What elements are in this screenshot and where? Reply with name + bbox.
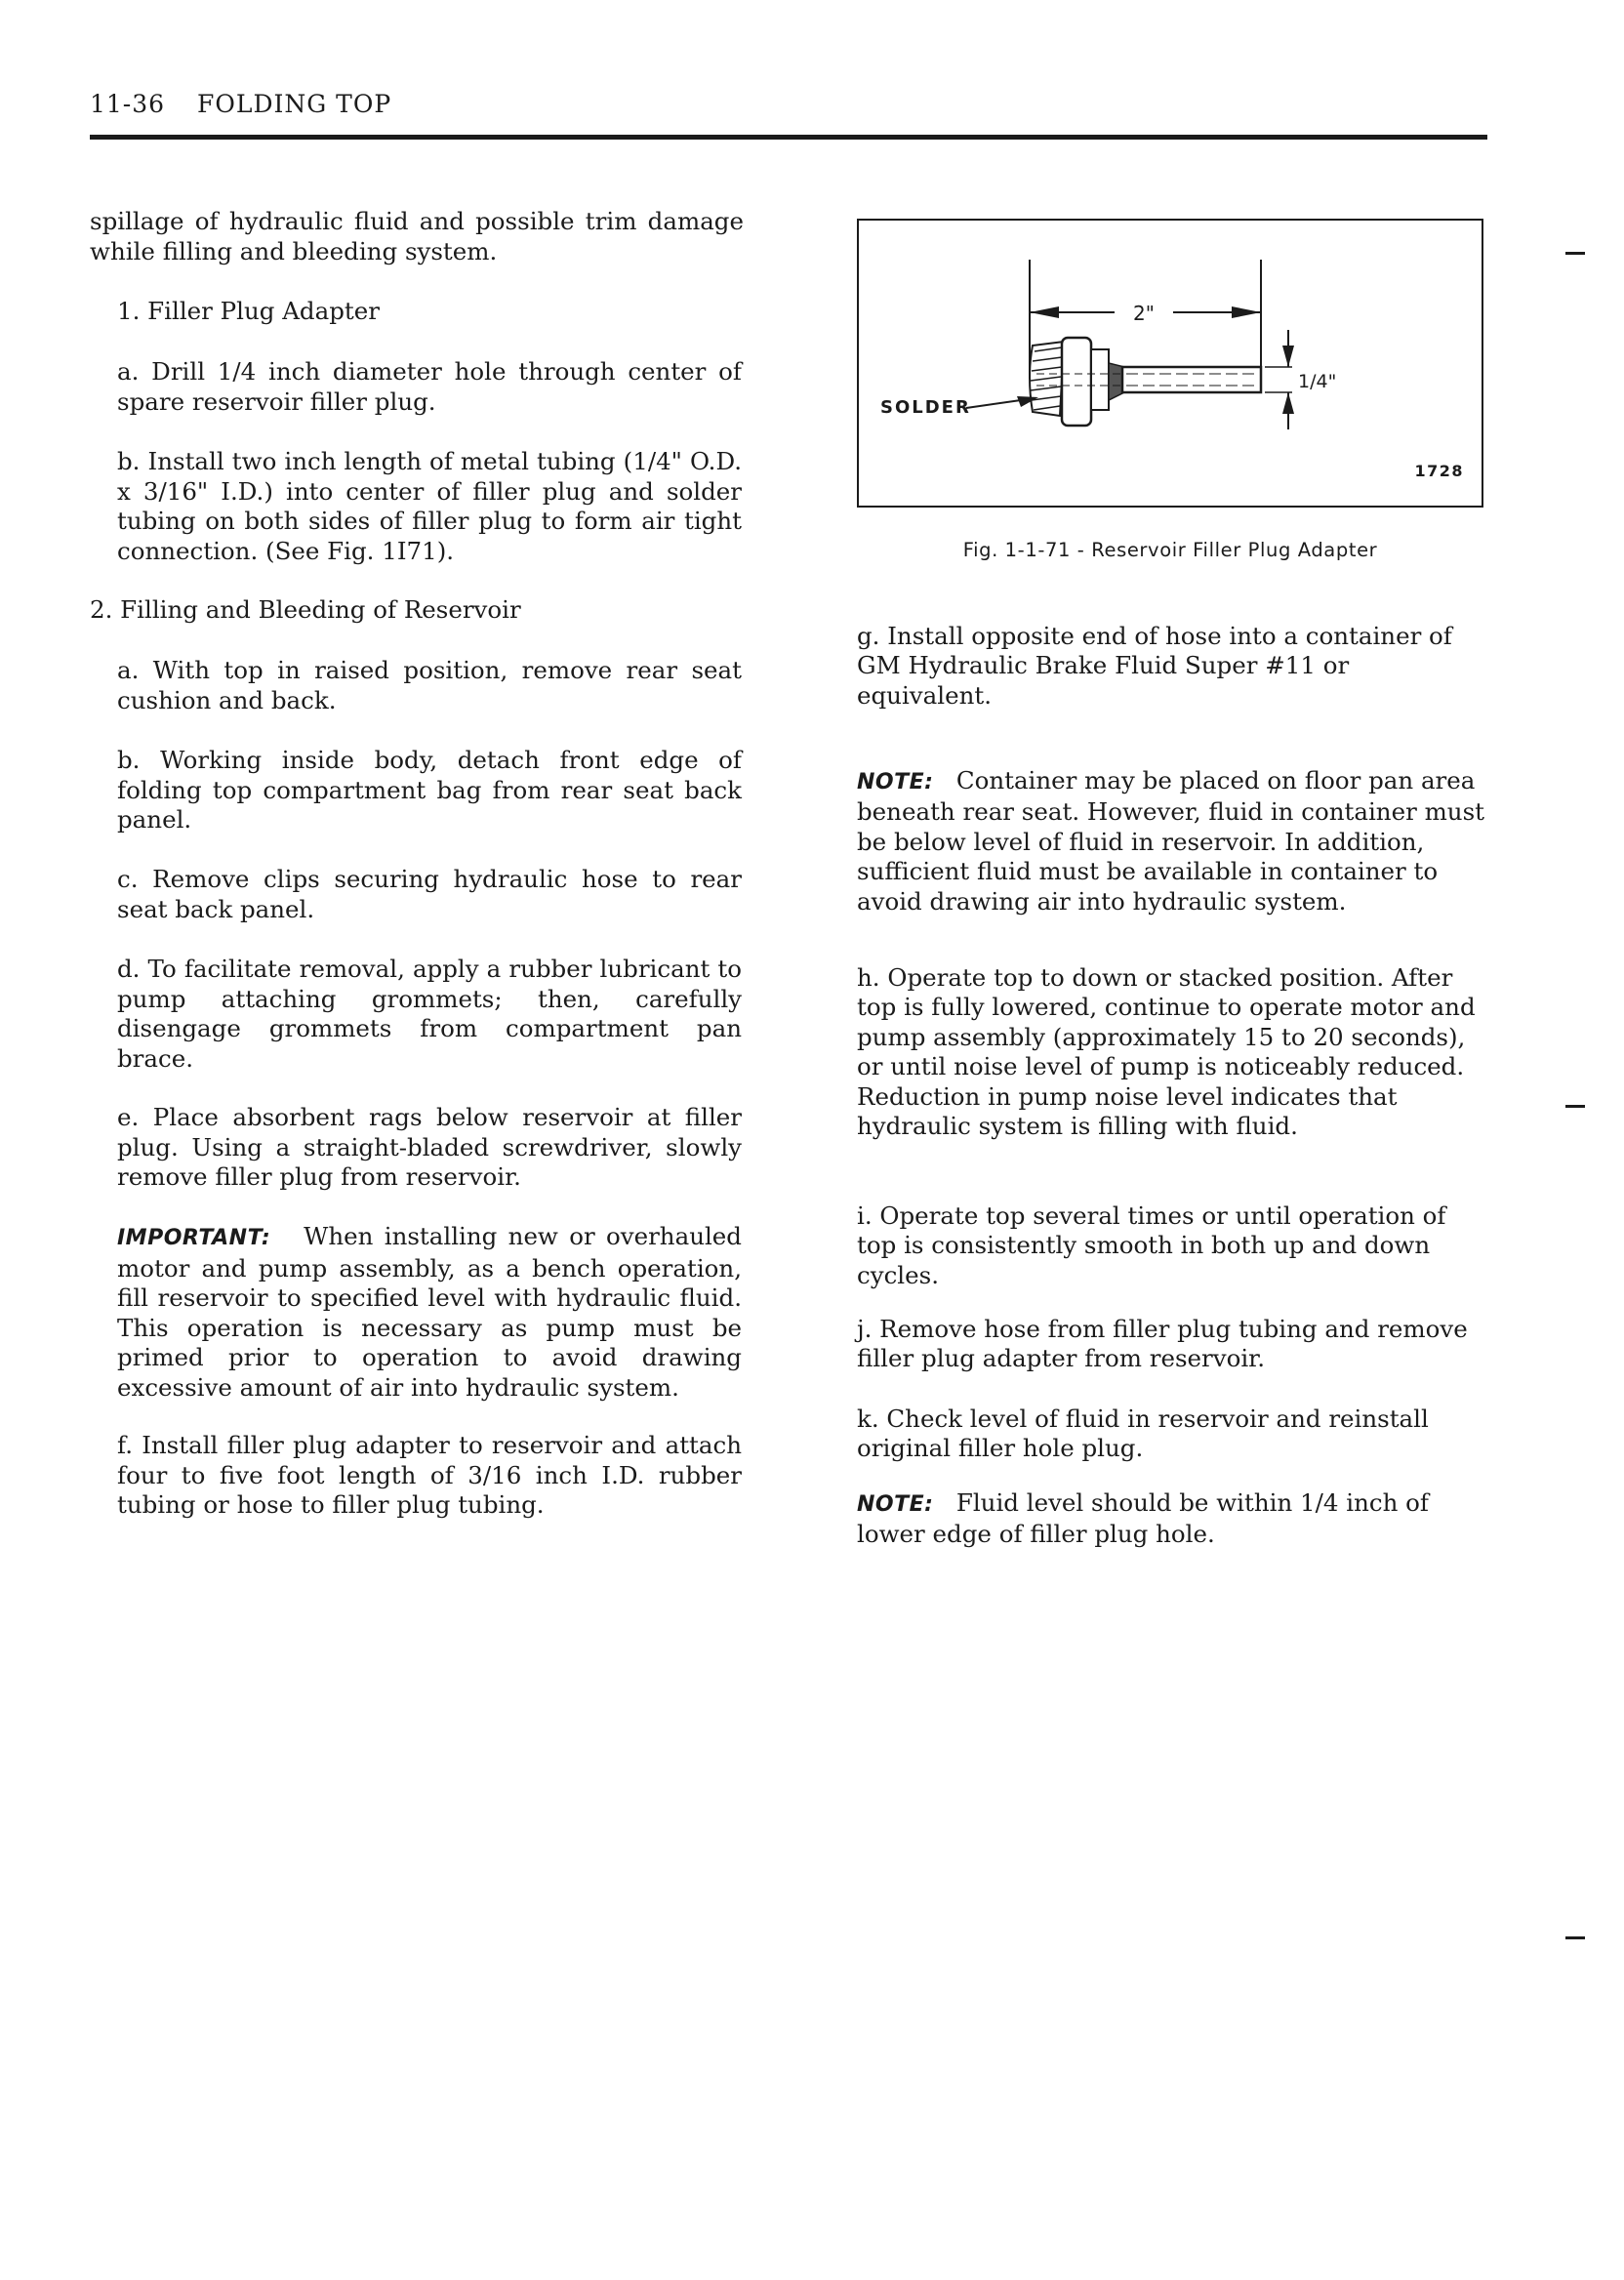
plug-flange bbox=[1062, 338, 1091, 426]
important-note bbox=[117, 1222, 742, 1403]
metal-tube bbox=[1122, 367, 1261, 392]
page-header bbox=[90, 90, 391, 118]
filler-plug-adapter-diagram bbox=[859, 221, 1485, 509]
step-2c: c. Remove clips securing hydraulic hose to rear seat back panel. bbox=[117, 865, 742, 923]
dia-arrow-down bbox=[1282, 346, 1294, 367]
margin-mark bbox=[1565, 252, 1585, 255]
step-2e: e. Place absorbent rags below reservoir at filler plug. Using a straight-bladed screwdriver, slowly remove filler plug from reservoir. bbox=[117, 1103, 742, 1191]
margin-mark bbox=[1565, 1936, 1585, 1939]
section-1-heading: 1. Filler Plug Adapter bbox=[117, 297, 380, 325]
intro-paragraph: spillage of hydraulic fluid and possible trim damage while filling and bleeding system. bbox=[90, 207, 744, 265]
note-text: Container may be placed on floor pan area beneath rear seat. However, fluid in container must be below level of fluid in reservoir. In addition, sufficient fluid must be available in container to avoid drawing air into hydraulic system. bbox=[857, 765, 1484, 916]
note-label-2: NOTE: bbox=[857, 1491, 934, 1517]
important-label: IMPORTANT: bbox=[117, 1226, 271, 1250]
solder-label: SOLDER bbox=[880, 397, 971, 418]
figure-id: 1728 bbox=[1414, 462, 1464, 480]
step-2b: b. Working inside body, detach front edge of folding top compartment bag from rear seat back panel. bbox=[117, 746, 742, 834]
header-rule bbox=[90, 135, 1487, 140]
dim-diameter-label: 1/4" bbox=[1298, 371, 1337, 392]
arrowhead-right bbox=[1232, 306, 1261, 318]
section-2-heading: 2. Filling and Bleeding of Reservoir bbox=[90, 595, 521, 624]
note-text-2: Fluid level should be within 1/4 inch of lower edge of filler plug hole. bbox=[857, 1487, 1429, 1548]
step-2f: f. Install filler plug adapter to reservoir and attach four to five foot length of 3/16 inch I.D. rubber tubing or hose to filler plug tubing. bbox=[117, 1431, 742, 1519]
step-1a: a. Drill 1/4 inch diameter hole through center of spare reservoir filler plug. bbox=[117, 357, 742, 416]
step-2g: g. Install opposite end of hose into a container of GM Hydraulic Brake Fluid Super #11 or equivalent. bbox=[857, 621, 1452, 710]
arrowhead-left bbox=[1030, 306, 1059, 318]
note-label: NOTE: bbox=[857, 769, 934, 794]
page-number: 11-36 bbox=[90, 90, 166, 118]
figure-box bbox=[857, 219, 1483, 508]
section-title: FOLDING TOP bbox=[197, 90, 392, 118]
important-text: When installing new or overhauled motor and pump assembly, as a bench operation, fill reservoir to specified level with hydraulic fluid. This operation is necessary as pump must be primed prior to operation to avoid drawing excessive amount of air into hydraulic system. bbox=[117, 1222, 742, 1402]
step-2a: a. With top in raised position, remove rear seat cushion and back. bbox=[117, 656, 742, 714]
dia-arrow-up bbox=[1282, 392, 1294, 414]
step-2k: k. Check level of fluid in reservoir and reinstall original filler hole plug. bbox=[857, 1404, 1429, 1462]
step-1b: b. Install two inch length of metal tubing (1/4" O.D. x 3/16" I.D.) into center of filler plug and solder tubing on both sides of filler plug to form air tight connection. (See Fig. 1I71). bbox=[117, 447, 742, 565]
dim-length-label: 2" bbox=[1133, 302, 1155, 325]
step-2d: d. To facilitate removal, apply a rubber lubricant to pump attaching grommets; then, carefully disengage grommets from compartment pan brace. bbox=[117, 955, 742, 1073]
plug-head bbox=[1091, 349, 1109, 410]
step-2h: h. Operate top to down or stacked position. After top is fully lowered, continue to operate motor and pump assembly (approximately 15 to 20 seconds), or until noise level of pump is noticeably reduced. Reduction in pump noise level indicates that hydraulic system is filling with fluid. bbox=[857, 962, 1476, 1140]
step-2i: i. Operate top several times or until operation of top is consistently smooth in both up and down cycles. bbox=[857, 1201, 1446, 1289]
figure-caption: Fig. 1-1-71 - Reservoir Filler Plug Adapter bbox=[962, 539, 1378, 561]
note-fluid-level bbox=[857, 1488, 1486, 1550]
margin-mark bbox=[1565, 1105, 1585, 1108]
step-2j: j. Remove hose from filler plug tubing and remove filler plug adapter from reservoir. bbox=[857, 1314, 1468, 1372]
note-container bbox=[857, 766, 1486, 917]
